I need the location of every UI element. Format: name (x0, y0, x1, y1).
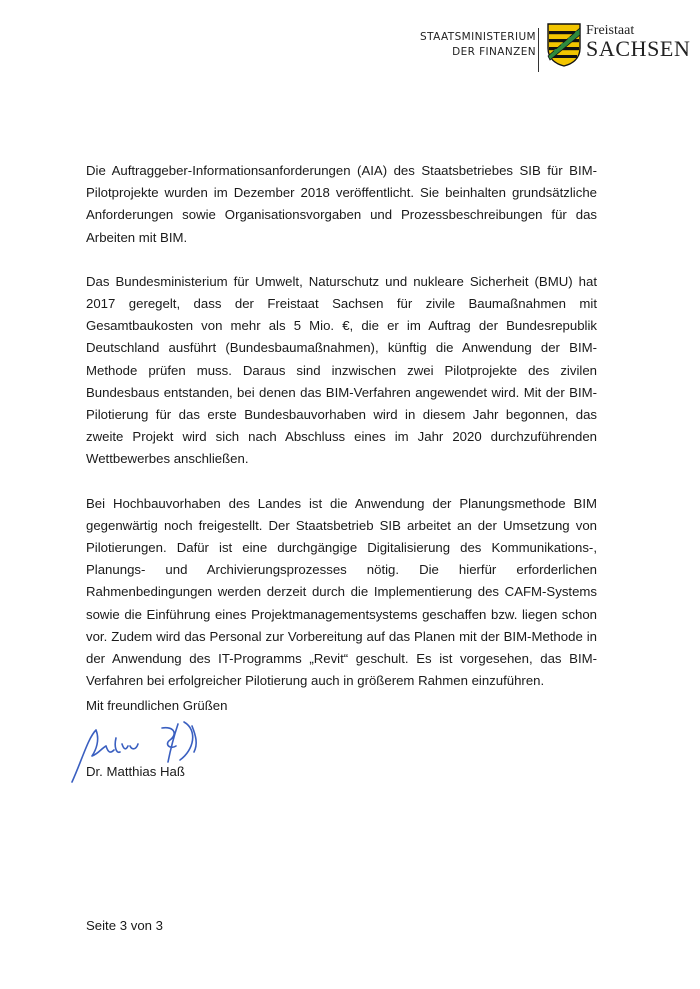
saxony-coat-of-arms-icon (546, 22, 582, 68)
signer-name: Dr. Matthias Haß (86, 764, 185, 779)
paragraph: Bei Hochbauvorhaben des Landes ist die Anwendung der Planungsmethode BIM gegenwärtig noch freigestellt. Der Staatsbetrieb SIB arbeitet an der Umsetzung von Pilotierungen. Dafür ist eine durchgängige Digitalisierung des Kommunikations-, Planungs- und Archivierungsprozesses nötig. Die hierfür erforderlichen Rahmenbedingungen werden derzeit durch die Implementierung des CAFM-Systems sowie die Einführung eines Projektmanagementsystems geschaffen bzw. liegen schon vor. Zudem wird das Personal zur Vorbereitung auf das Planen mit der BIM-Methode in der Anwendung des IT-Programms „Revit“ geschult. Es ist vorgesehen, das BIM-Verfahren bei erfolgreicher Pilotierung auch in größerem Rahmen einzuführen. (86, 495, 597, 689)
closing-greeting: Mit freundlichen Grüßen (86, 698, 228, 713)
ministry-line-1: STAATSMINISTERIUM (420, 31, 536, 43)
header-divider (538, 28, 539, 72)
ministry-name (420, 30, 536, 60)
brand-sachsen: SACHSEN (586, 36, 691, 61)
paragraph: Das Bundesministerium für Umwelt, Naturschutz und nukleare Sicherheit (BMU) hat 2017 geregelt, dass der Freistaat Sachsen für zivile Baumaßnahmen mit Gesamtbaukosten von mehr als 5 Mio. €, die er im Auftrag der Bundesrepublik Deutschland ausführt (Bundesbaumaßnahmen), künftig die Anwendung der BIM-Methode prüfen muss. Daraus sind inzwischen zwei Pilotprojekte des zivilen Bundesbaus entstanden, bei denen das BIM-Verfahren angewendet wird. Mit der BIM-Pilotierung für das erste Bundesbauvorhaben wird in diesem Jahr begonnen, das zweite Projekt wird sich nach Abschluss eines im Jahr 2020 durchzuführenden Wettbewerbes anschließen. (86, 273, 597, 467)
ministry-line-2: DER FINANZEN (452, 46, 536, 58)
letter-body (86, 160, 597, 714)
paragraph: Die Auftraggeber-Informationsanforderungen (AIA) des Staatsbetriebes SIB für BIM-Pilotprojekte wurden im Dezember 2018 veröffentlicht. Sie beinhalten grundsätzliche Anforderungen sowie Organisationsvorgaben und Prozessbeschreibungen für das Arbeiten mit BIM. (86, 163, 597, 245)
state-brand (586, 24, 690, 60)
letterhead (408, 14, 691, 72)
brand-freistaat: Freistaat (586, 23, 635, 38)
page-number: Seite 3 von 3 (86, 918, 163, 933)
